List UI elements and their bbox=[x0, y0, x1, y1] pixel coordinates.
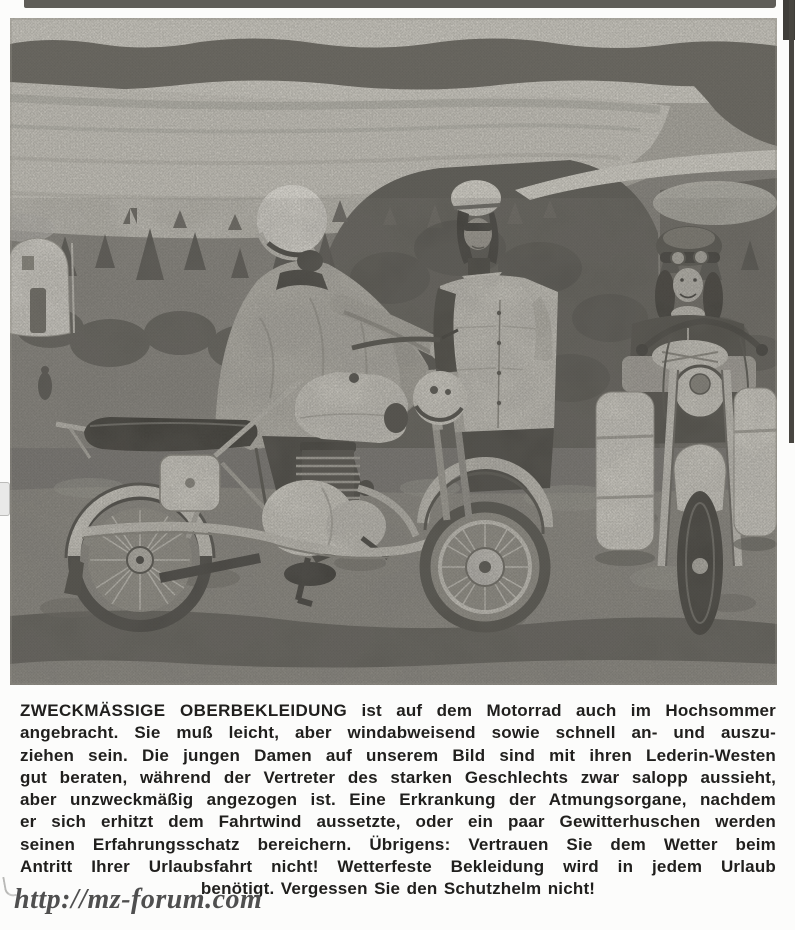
caption-block bbox=[20, 700, 776, 901]
caption-line: ziehen sein. Die jungen Damen auf unserem Bild sind mit ihren Lederin-Westen bbox=[20, 745, 776, 765]
caption-line: seinen Erfahrungsschatz bereichern. Übrigens: Vertrauen Sie dem Wetter beim bbox=[20, 834, 776, 854]
news-photo-art bbox=[10, 18, 777, 685]
caption-line: er sich erhitzt dem Fahrtwind aussetzte, oder ein paar Gewitterhuschen werden bbox=[20, 812, 776, 832]
scan-edge-top bbox=[24, 0, 776, 8]
caption-line-text: ist auf dem Motorrad auch im Hochsommer bbox=[361, 701, 776, 720]
grain-overlay bbox=[10, 18, 777, 685]
scan-edge-right bbox=[789, 0, 794, 443]
caption-line: Antritt Ihrer Urlaubsfahrt nicht! Wetterfeste Bekleidung wird in jedem Urlaub bbox=[20, 857, 776, 877]
caption-line: angebracht. Sie muß leicht, aber windabweisend sowie schnell an- und auszu- bbox=[20, 723, 776, 743]
news-photo bbox=[10, 18, 777, 685]
left-edge-artifact bbox=[0, 482, 10, 516]
caption-headline: ZWECKMÄSSIGE OBERBEKLEIDUNG bbox=[20, 701, 348, 720]
watermark-url: http://mz-forum.com bbox=[14, 884, 263, 915]
caption-line-last: benötigt. Vergessen Sie den Schutzhelm nicht! bbox=[200, 879, 596, 899]
caption-line: gut beraten, während der Vertreter des starken Geschlechts zwar salopp aussieht, bbox=[20, 767, 776, 787]
caption-line: aber unzweckmäßig angezogen ist. Eine Erkrankung der Atmungsorgane, nachdem bbox=[20, 790, 776, 810]
caption-line bbox=[20, 700, 776, 722]
